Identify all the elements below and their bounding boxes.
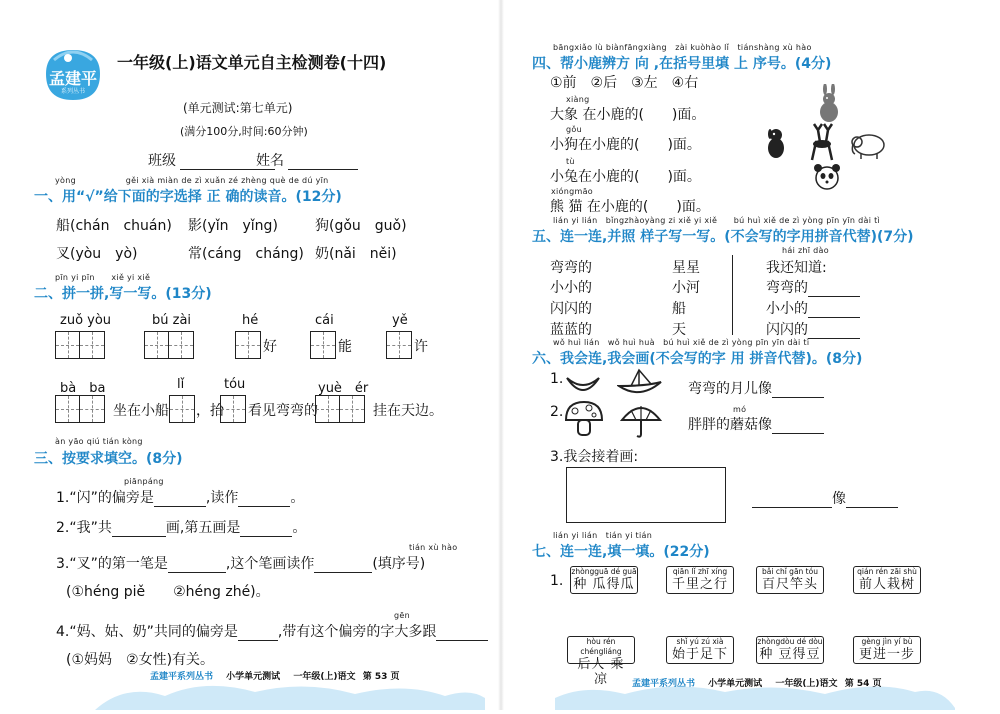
mushroom-icon — [563, 400, 605, 442]
s3-q3-options: (①héng piě ②héng zhé)。 — [66, 584, 270, 600]
s4-options: ①前 ②后 ③左 ④右 — [550, 75, 699, 91]
s3-q2: 2.“我”共 画,第五画是 。 — [56, 520, 307, 536]
s4-pinyin: bāngxiǎo lù biànfāngxiàng zài kuòhào lǐ tiánshàng xù hào — [553, 43, 812, 52]
footer-right: 孟建平系列丛书 小学单元测试 一年级(上)语文 第 54 页 — [632, 679, 882, 689]
s2-pinyin-item: yuè ér — [318, 381, 369, 396]
s1-title: 一、用“√”给下面的字选择 正 确的读音。(12分) — [34, 189, 342, 205]
s1-item: 船(chán chuán) — [56, 218, 172, 234]
s4-line: 大象 在小鹿的( )面。 — [550, 107, 706, 123]
dog-icon — [763, 126, 789, 164]
s5-left: 蓝蓝的 — [550, 322, 592, 338]
idiom-card[interactable]: bǎi chǐ gān tóu 百尺竿头 — [756, 566, 824, 594]
umbrella-icon — [620, 400, 662, 444]
writing-grid[interactable] — [55, 395, 105, 423]
s6-t3: 3.我会接着画: — [550, 449, 639, 465]
s5-left: 闪闪的 — [550, 301, 592, 317]
s2-text: 坐在小船 — [113, 403, 169, 419]
s6-t2: 胖胖的蘑菇像 — [688, 414, 824, 434]
s5-title: 五、连一连,并照 样子写一写。(不会写的字用拼音代替)(7分) — [532, 229, 914, 245]
s3-q4-options: (①妈妈 ②女性)有关。 — [66, 652, 215, 668]
s2-pinyin-item: bà ba — [60, 381, 106, 396]
s1-item: 奶(nǎi něi) — [315, 246, 397, 262]
s2-pinyin-item: tóu — [224, 377, 246, 392]
s6-n2: 2. — [550, 404, 564, 420]
s5-right: 星星 — [672, 260, 700, 276]
s2-pinyin-item: yě — [392, 313, 408, 328]
class-label: 班级 — [148, 150, 275, 170]
s4-line-pinyin: xiàng — [566, 95, 590, 104]
footer-left: 孟建平系列丛书 小学单元测试 一年级(上)语文 第 53 页 — [150, 672, 400, 682]
s3-title: 三、按要求填空。(8分) — [34, 451, 183, 467]
page-subtitle: (单元测试:第七单元) — [183, 101, 293, 115]
q3-pinyin: tián xù hào — [409, 543, 458, 552]
brand-logo — [38, 44, 108, 106]
s3-q1: 1.“闪”的偏旁是 ,读作 。 — [56, 490, 305, 506]
s1-item: 影(yǐn yǐng) — [188, 218, 278, 234]
s1-item: 叉(yòu yò) — [56, 246, 138, 262]
idiom-card[interactable]: qiān lǐ zhī xíng 千里之行 — [666, 566, 734, 594]
name-label: 姓名 — [256, 150, 358, 170]
s1-pinyin: yòng gěi xià miàn de zì xuǎn zé zhèng què de dú yīn — [55, 176, 329, 185]
s4-line: 熊 猫 在小鹿的( )面。 — [550, 199, 710, 215]
logo-text: 孟建平 — [49, 69, 98, 88]
s5-know-title: 我还知道: — [766, 260, 827, 276]
s6-n1: 1. — [550, 371, 564, 387]
writing-grid[interactable] — [144, 331, 194, 359]
s2-text: ，抬 — [196, 403, 224, 419]
s3-q4: 4.“妈、姑、奶”共同的偏旁是 ,带有这个偏旁的字大多跟 — [56, 621, 488, 641]
s2-pinyin-item: bú zài — [152, 313, 192, 328]
page-fold — [498, 0, 504, 710]
drawing-box[interactable] — [566, 467, 726, 523]
writing-grid[interactable] — [55, 331, 105, 359]
s2-text: 看见弯弯的 — [248, 403, 318, 419]
panda-icon — [810, 162, 844, 196]
s2-pinyin-item: lǐ — [177, 377, 185, 392]
s5-know-pinyin: hái zhī dào — [782, 246, 829, 255]
s3-pinyin: àn yāo qiú tián kòng — [55, 437, 143, 446]
logo-sub: 系列丛书 — [61, 88, 86, 95]
s4-line-pinyin: gǒu — [566, 125, 582, 134]
idiom-card[interactable]: hòu rén chéngliáng 后人 乘 凉 — [567, 636, 635, 664]
s4-line-pinyin: xióngmāo — [551, 187, 593, 196]
s5-know-item: 闪闪的 — [766, 319, 860, 339]
writing-grid[interactable] — [310, 331, 336, 359]
idiom-card[interactable]: qián rén zāi shù 前人栽树 — [853, 566, 921, 594]
s2-after: 许 — [414, 339, 428, 355]
s5-right: 天 — [672, 322, 686, 338]
page-title: 一年级(上)语文单元自主检测卷(十四) — [117, 53, 387, 72]
s2-text: 挂在天边。 — [373, 403, 443, 419]
s4-line-pinyin: tù — [566, 157, 575, 166]
s4-line: 小狗在小鹿的( )面。 — [550, 137, 701, 153]
idiom-card[interactable]: zhòngdòu dé dòu 种 豆得豆 — [757, 637, 823, 662]
s6-title: 六、我会连,我会画(不会写的字 用 拼音代替)。(8分) — [532, 351, 863, 367]
s2-after: 能 — [338, 339, 352, 355]
s5-know-item: 小小的 — [766, 298, 860, 318]
s4-title: 四、帮小鹿辨方 向 ,在括号里填 上 序号。(4分) — [532, 56, 832, 72]
s5-left: 小小的 — [550, 280, 592, 296]
s6-pinyin: wǒ huì lián wǒ huì huà bú huì xiě de zì yòng pīn yīn dài tì — [553, 338, 810, 347]
s6-t3b: 像 — [752, 488, 898, 508]
s5-right: 小河 — [672, 280, 700, 296]
s3-q3: 3.“叉”的第一笔是 ,这个笔画读作 (填序号) — [56, 556, 426, 572]
s5-left: 弯弯的 — [550, 260, 592, 276]
s5-right: 船 — [672, 301, 686, 317]
boat-icon — [617, 366, 663, 402]
s1-item: 狗(gǒu guǒ) — [315, 218, 407, 234]
s6-mo-pinyin: mó — [733, 405, 747, 414]
writing-grid[interactable] — [220, 395, 246, 423]
s7-n1: 1. — [550, 573, 564, 589]
writing-grid[interactable] — [169, 395, 195, 423]
s2-pinyin: pīn yi pīn xiě yi xiě — [55, 273, 151, 282]
q4-pinyin: gēn — [394, 611, 410, 620]
s5-know-item: 弯弯的 — [766, 277, 860, 297]
score-info: (满分100分,时间:60分钟) — [180, 125, 308, 138]
s4-line: 小兔在小鹿的( )面。 — [550, 169, 701, 185]
writing-grid[interactable] — [235, 331, 261, 359]
s7-pinyin: lián yi lián tián yi tián — [553, 531, 653, 540]
s6-t1: 弯弯的月儿像 — [688, 378, 824, 398]
s2-title: 二、拼一拼,写一写。(13分) — [34, 286, 212, 302]
s2-pinyin-item: zuǒ yòu — [60, 313, 112, 328]
s2-after: 好 — [263, 339, 277, 355]
writing-grid[interactable] — [315, 395, 365, 423]
q1-pinyin: piānpáng — [124, 477, 164, 486]
s2-pinyin-item: hé — [242, 313, 259, 328]
deer-icon — [806, 122, 840, 166]
s2-pinyin-item: cái — [315, 313, 334, 328]
footer-cloud — [95, 678, 485, 710]
s5-pinyin: lián yi lián bǐngzhàoyàng zi xiě yi xiě bú huì xiě de zì yòng pīn yīn dài tì — [553, 216, 881, 225]
idiom-card[interactable]: gèng jìn yí bù 更进一步 — [853, 636, 921, 664]
crescent-moon-icon — [563, 370, 603, 404]
s7-title: 七、连一连,填一填。(22分) — [532, 544, 710, 560]
idiom-card[interactable]: zhòngguā dé guā 种 瓜得瓜 — [571, 567, 637, 592]
writing-grid[interactable] — [386, 331, 412, 359]
elephant-icon — [849, 130, 891, 164]
s5-divider — [732, 255, 733, 335]
s1-item: 常(cáng cháng) — [188, 246, 304, 262]
idiom-card[interactable]: shǐ yú zú xià 始于足下 — [666, 636, 734, 664]
